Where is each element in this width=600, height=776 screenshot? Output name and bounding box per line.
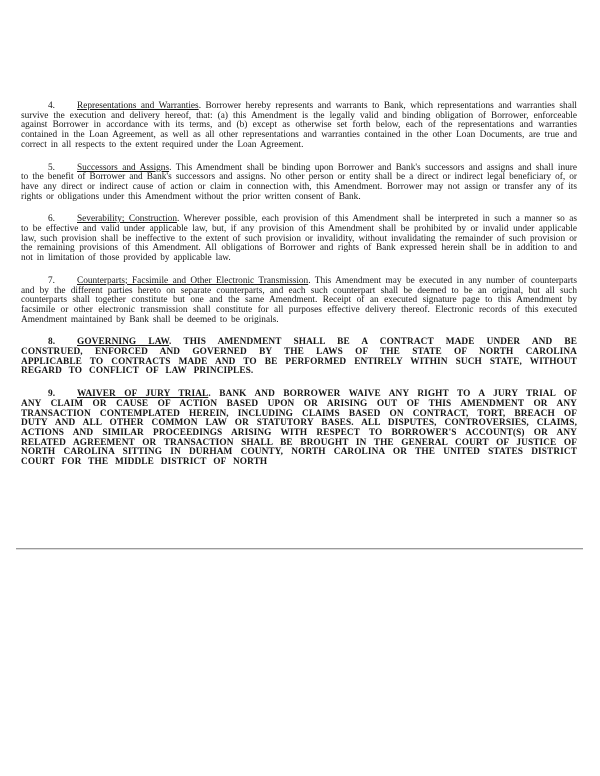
paragraph-severability-construction (21, 215, 577, 264)
paragraph-number: 8. (48, 337, 56, 348)
paragraph-number: 6. (48, 214, 55, 225)
paragraph-heading: Successors and Assigns (77, 162, 170, 173)
paragraph-number: 7. (48, 275, 55, 286)
paragraph-heading: GOVERNING LAW (77, 337, 170, 348)
document-body (21, 102, 577, 481)
paragraph-heading: Severability; Construction (77, 214, 177, 225)
paragraph-representations-and-warranties (21, 102, 577, 151)
paragraph-text: . BANK AND BORROWER WAIVE ANY RIGHT TO A JURY TRIAL OF ANY CLAIM OR CAUSE OF ACTION BASED UPON OR ARISING OUT OF THIS AMENDMENT OR ANY TRANSACTION CONTEMPLATED HEREIN, INCLUDING CLAIMS BASED ON CONTRACT, TORT, BREACH OF DUTY AND ALL OTHER COMMON LAW OR STATUTORY BASES. ALL DISPUTES, CONTROVERSIES, CLAIMS, ACTIONS AND SIMILAR PROCEEDINGS ARISING WITH RESPECT TO BORROWER'S ACCOUNT(S) OR ANY RELATED AGREEMENT OR TRANSACTION SHALL BE BROUGHT IN THE GENERAL COURT OF JUSTICE OF NORTH CAROLINA SITTING IN DURHAM COUNTY, NORTH CAROLINA OR THE UNITED STATES DISTRICT COURT FOR THE MIDDLE DISTRICT OF NORTH (21, 389, 577, 468)
paragraph-successors-and-assigns (21, 164, 577, 203)
paragraph-number: 5. (48, 162, 55, 173)
paragraph-text: . THIS AMENDMENT SHALL BE A CONTRACT MADE UNDER AND BE CONSTRUED, ENFORCED AND GOVERNED BY THE LAWS OF THE STATE OF NORTH CAROLINA APPLICABLE TO CONTRACTS MADE AND TO BE PERFORMED ENTIRELY WITHIN SUCH STATE, WITHOUT REGARD TO CONFLICT OF LAW PRINCIPLES. (21, 337, 577, 377)
paragraph-governing-law (21, 338, 577, 377)
paragraph-text: . Wherever possible, each provision of this Amendment shall be interpreted in such a manner so as to be effective and valid under applicable law, but, if any provision of this Amendment shall be prohibited by or invalid under applicable law, such provision shall be ineffective to the extent of such provision or invalidity, without invalidating the remainder of such provision or the remaining provisions of this Amendment. All obligations of Borrower and rights of Bank expressed herein shall be in addition to and not in limitation of those provided by applicable law. (21, 214, 577, 264)
paragraph-heading: Counterparts; Facsimile and Other Electronic Transmission (77, 275, 309, 286)
paragraph-text: . Borrower hereby represents and warrants to Bank, which representations and warranties shall survive the execution and delivery hereof, that: (a) this Amendment is the legally valid and binding obligation of Borrower, enforceable against Borrower in accordance with its terms, and (b) except as otherwise set forth below, each of the representations and warranties contained in the Loan Agreement, as well as all other representations and warranties contained in the other Loan Documents, are true and correct in all respects to the extent required under the Loan Agreement. (21, 101, 577, 150)
paragraph-heading: WAIVER OF JURY TRIAL (77, 389, 209, 400)
horizontal-rule (16, 548, 583, 549)
paragraph-waiver-of-jury-trial (21, 390, 577, 468)
paragraph-counterparts-facsimile (21, 277, 577, 326)
paragraph-text: . This Amendment shall be binding upon Borrower and Bank's successors and assigns and shall inure to the benefit of Borrower and Bank's successors and assigns. No other person or entity shall be a direct or indirect legal beneficiary of, or have any direct or indirect cause of action or claim in connection with, this Amendment. Borrower may not assign or transfer any of its rights or obligations under this Amendment without the prior written consent of Bank. (21, 162, 577, 202)
paragraph-number: 9. (48, 389, 56, 400)
paragraph-text: . This Amendment may be executed in any number of counterparts and by the different parties hereto on separate counterparts, and each such counterpart shall be deemed to be an original, but all such counterparts shall together constitute but one and the same Amendment. Receipt of an executed signature page to this Amendment by facsimile or other electronic transmission shall constitute for all purposes effective delivery thereof. Electronic records of this executed Amendment maintained by Bank shall be deemed to be originals. (21, 275, 577, 325)
paragraph-heading: Representations and Warranties (77, 101, 199, 111)
paragraph-number: 4. (48, 101, 55, 111)
